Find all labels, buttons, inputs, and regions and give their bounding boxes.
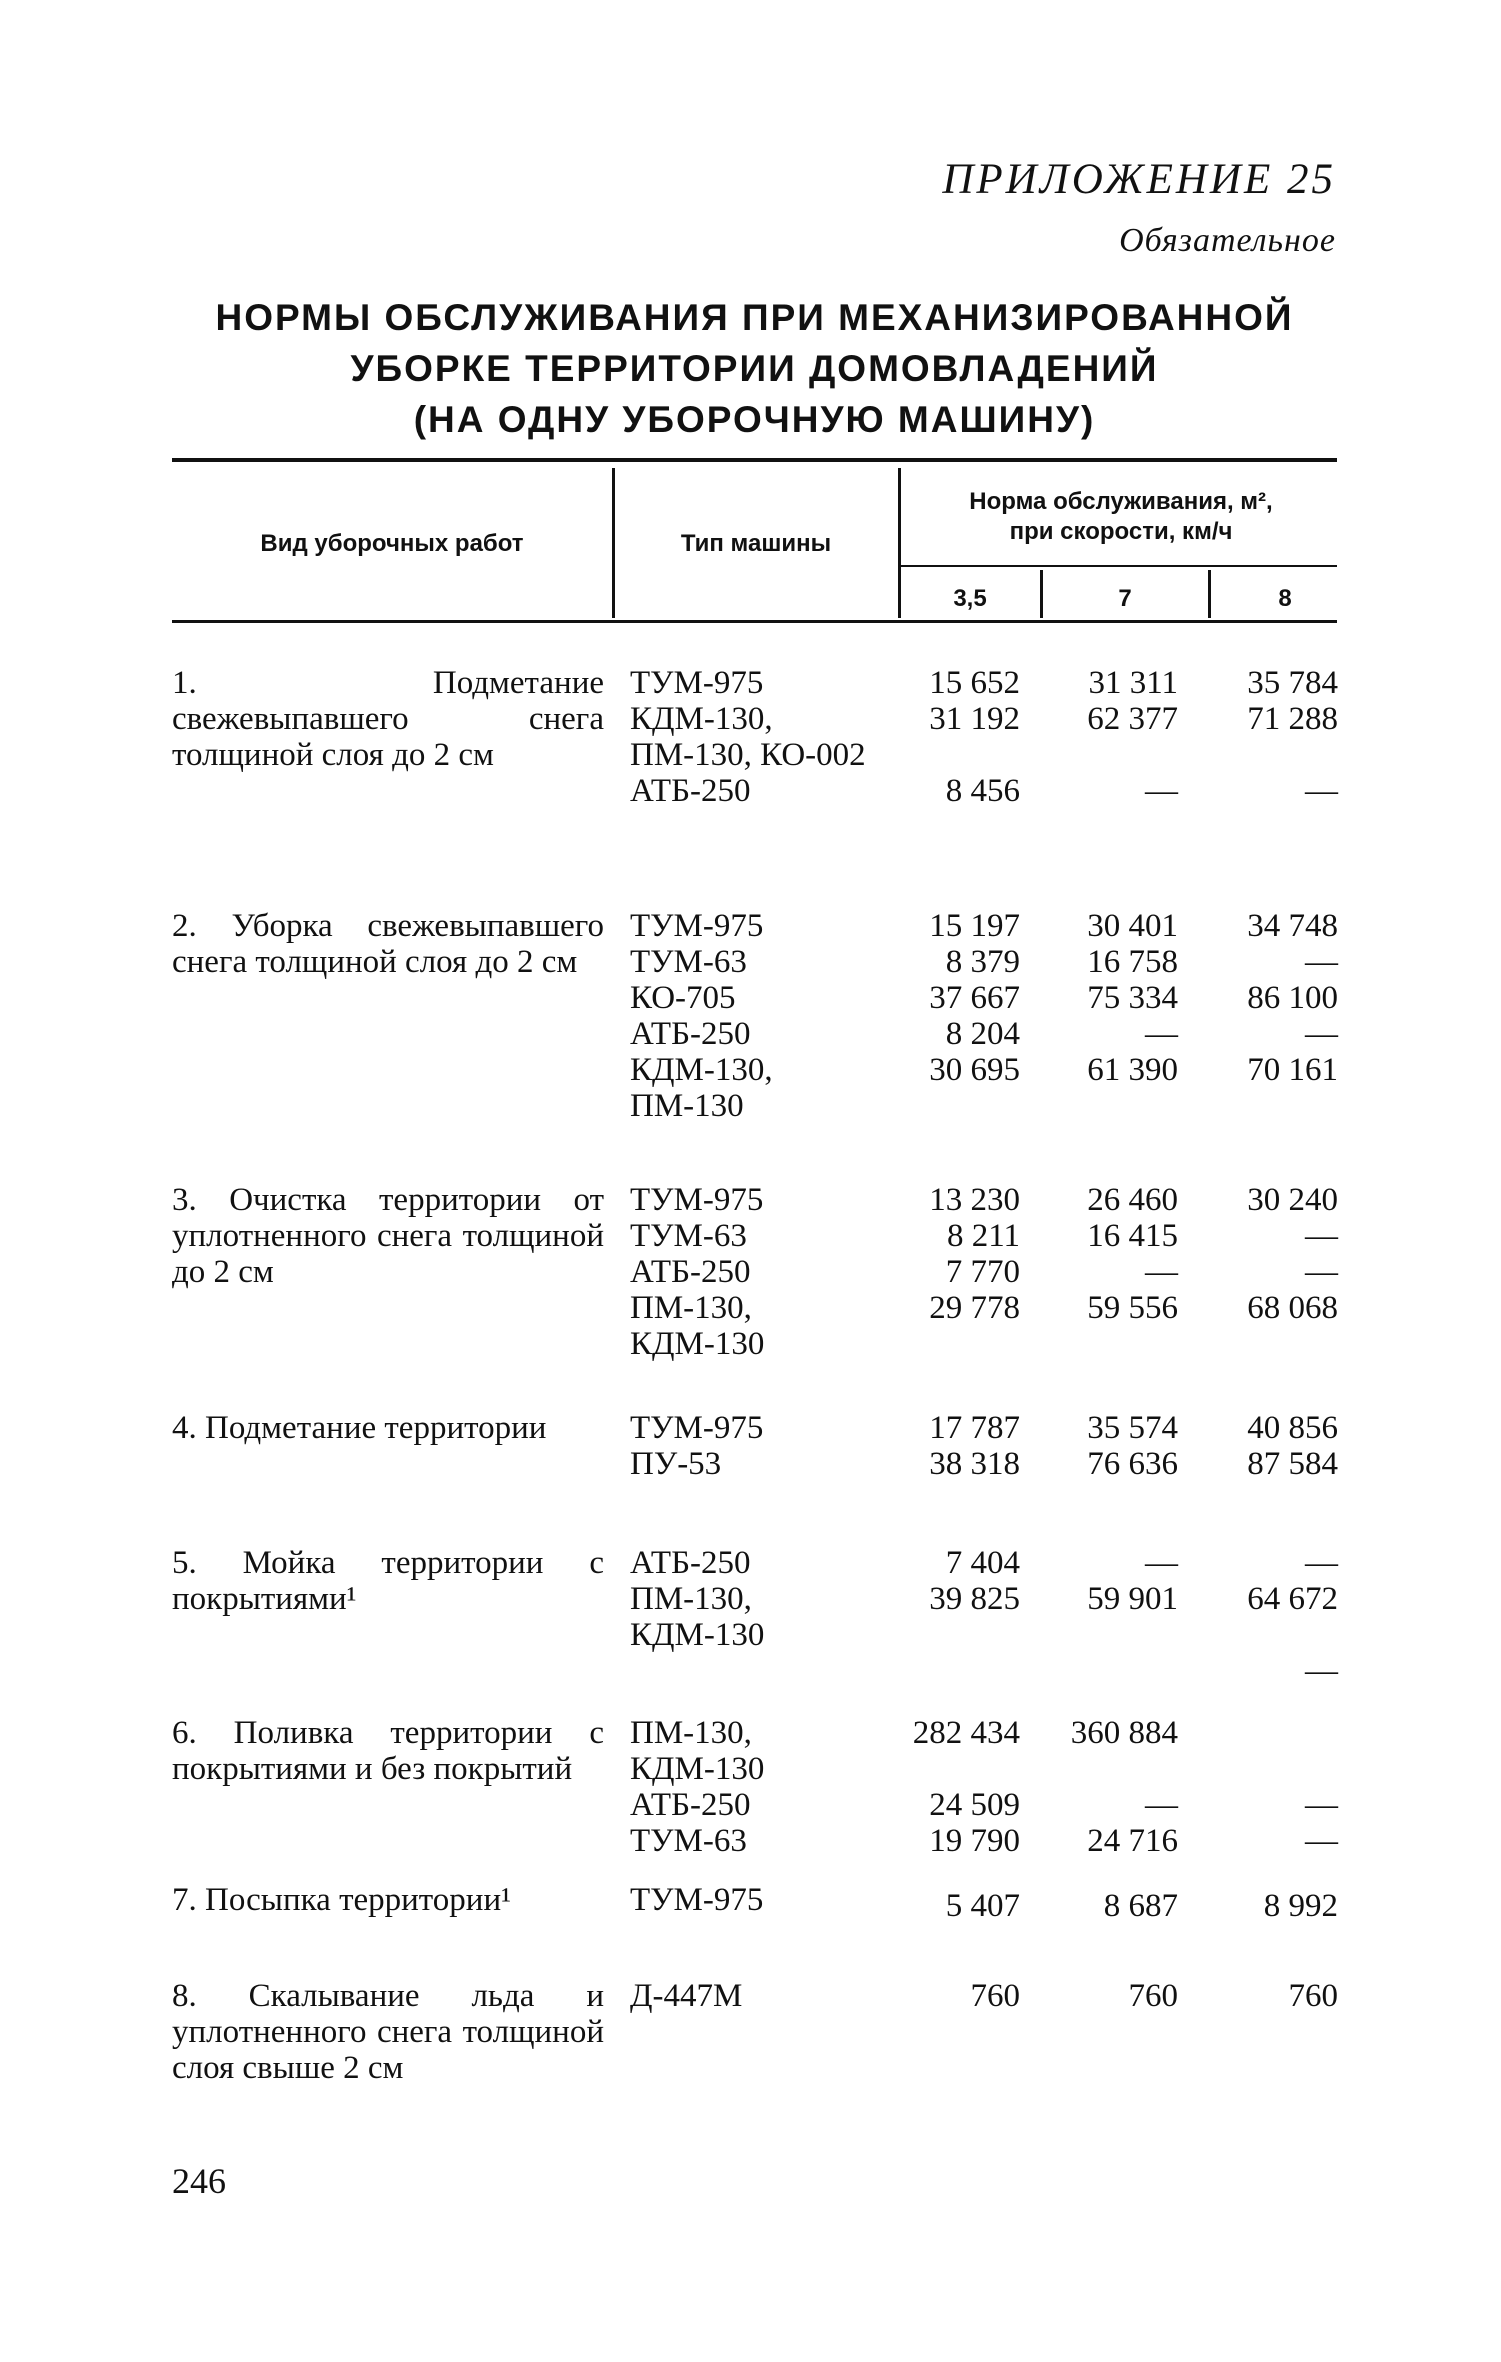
machine-type: КО-705 <box>630 980 736 1016</box>
cell-value <box>1030 1751 1178 1787</box>
cell-value: — <box>1305 1653 1338 1689</box>
col-speed-8 <box>1190 1182 1338 1326</box>
col-speed-7 <box>1030 908 1178 1088</box>
row-description: 5. Мойка территории с покрытиями¹ <box>172 1545 604 1617</box>
cell-value <box>1190 737 1338 773</box>
cell-value: 8 204 <box>945 1016 1020 1052</box>
cell-value <box>1190 1715 1338 1751</box>
cell-value <box>1190 1751 1338 1787</box>
machine-list <box>630 1410 920 1482</box>
machine-type: ПМ-130, КО-002 <box>630 737 866 773</box>
page-title <box>172 292 1337 445</box>
cell-value: 760 <box>970 1978 1020 2014</box>
cell-value: — <box>1305 1016 1338 1052</box>
header-norm-line-2: при скорости, км/ч <box>1009 518 1233 545</box>
cell-value: 64 672 <box>1247 1581 1338 1617</box>
cell-value: 7 770 <box>945 1254 1020 1290</box>
machine-type: ТУМ-63 <box>630 944 747 980</box>
cell-value: 8 456 <box>945 773 1020 809</box>
header-speed-3-5: 3,5 <box>953 585 987 612</box>
cell-value: — <box>1145 773 1178 809</box>
machine-type: АТБ-250 <box>630 1254 751 1290</box>
machine-type: КДМ-130, <box>630 1052 773 1088</box>
cell-value: — <box>1305 1545 1338 1581</box>
col-speed-3-5 <box>880 908 1020 1088</box>
col-speed-8 <box>1190 665 1338 809</box>
cell-value: 13 230 <box>929 1182 1020 1218</box>
cell-value: 5 407 <box>945 1888 1020 1924</box>
cell-value: 8 379 <box>945 944 1020 980</box>
row-description: 6. Поливка территории с покрытиями и без покрытий <box>172 1715 604 1787</box>
machine-type: АТБ-250 <box>630 1545 751 1581</box>
col-speed-7 <box>1030 1978 1178 2014</box>
cell-value: 17 787 <box>929 1410 1020 1446</box>
machine-list <box>630 1545 920 1653</box>
cell-value: 760 <box>1288 1978 1338 2014</box>
machine-type: КДМ-130, <box>630 701 773 737</box>
cell-value: 7 404 <box>945 1545 1020 1581</box>
cell-value: — <box>1305 1787 1338 1823</box>
col-speed-8 <box>1190 1978 1338 2014</box>
cell-value: — <box>1145 1787 1178 1823</box>
cell-value: 39 825 <box>929 1581 1020 1617</box>
machine-type: КДМ-130 <box>630 1617 765 1653</box>
col-speed-3-5 <box>880 1182 1020 1326</box>
machine-list <box>630 1182 920 1362</box>
cell-value: 16 415 <box>1087 1218 1178 1254</box>
col-speed-3-5 <box>880 665 1020 809</box>
cell-value: 24 509 <box>929 1787 1020 1823</box>
cell-value: 760 <box>1128 1978 1178 2014</box>
cell-value: 71 288 <box>1247 701 1338 737</box>
cell-value: 59 901 <box>1087 1581 1178 1617</box>
cell-value: 35 574 <box>1087 1410 1178 1446</box>
machine-type: ТУМ-975 <box>630 1882 764 1918</box>
col-speed-3-5 <box>880 1978 1020 2014</box>
row-description: 1. Подметание свежевыпавшего снега толщиной слоя до 2 см <box>172 665 604 773</box>
cell-value: — <box>1305 1218 1338 1254</box>
cell-value: 19 790 <box>929 1823 1020 1859</box>
row-description: 2. Уборка свежевыпавшего снега толщиной слоя до 2 см <box>172 908 604 980</box>
machine-type: ТУМ-975 <box>630 665 764 701</box>
cell-value: 30 695 <box>929 1052 1020 1088</box>
col-speed-7 <box>1030 1715 1178 1859</box>
page-number: 246 <box>172 2161 226 2201</box>
cell-value: 61 390 <box>1087 1052 1178 1088</box>
header-norm <box>905 487 1337 547</box>
machine-type: ПМ-130, <box>630 1290 752 1326</box>
cell-value <box>880 737 1020 773</box>
cell-value: — <box>1145 1545 1178 1581</box>
machine-type: ТУМ-975 <box>630 1182 764 1218</box>
cell-value: — <box>1305 1823 1338 1859</box>
cell-value: 34 748 <box>1247 908 1338 944</box>
cell-value: 30 240 <box>1247 1182 1338 1218</box>
machine-type: КДМ-130 <box>630 1326 765 1362</box>
machine-list <box>630 665 920 809</box>
cell-value: — <box>1145 1016 1178 1052</box>
machine-list <box>630 1978 920 2014</box>
cell-value: 86 100 <box>1247 980 1338 1016</box>
cell-value: 87 584 <box>1247 1446 1338 1482</box>
col-speed-7 <box>1030 1182 1178 1326</box>
row-description: 4. Подметание территории <box>172 1410 547 1446</box>
cell-value: — <box>1145 1254 1178 1290</box>
cell-value <box>1190 1617 1338 1653</box>
cell-value: 68 068 <box>1247 1290 1338 1326</box>
machine-type: КДМ-130 <box>630 1751 765 1787</box>
row-description: 8. Скалывание льда и уплотненного снега толщиной слоя свыше 2 см <box>172 1978 604 2086</box>
title-line-2: УБОРКЕ ТЕРРИТОРИИ ДОМОВЛАДЕНИЙ <box>350 348 1159 389</box>
cell-value: 8 687 <box>1103 1888 1178 1924</box>
machine-type: ТУМ-63 <box>630 1218 747 1254</box>
col-speed-3-5 <box>880 1545 1020 1617</box>
cell-value: — <box>1305 1254 1338 1290</box>
cell-value: 40 856 <box>1247 1410 1338 1446</box>
machine-type: ПМ-130 <box>630 1088 744 1124</box>
cell-value: 8 211 <box>946 1218 1020 1254</box>
cell-value: 26 460 <box>1087 1182 1178 1218</box>
col-speed-3-5 <box>880 1410 1020 1482</box>
row-description: 3. Очистка территории от уплотненного снега толщиной до 2 см <box>172 1182 604 1290</box>
machine-list <box>630 1882 920 1918</box>
header-norm-line-1: Норма обслуживания, м², <box>969 488 1273 515</box>
col-speed-8 <box>1190 1410 1338 1482</box>
machine-list <box>630 1715 920 1859</box>
cell-value <box>880 1751 1020 1787</box>
cell-value: 37 667 <box>929 980 1020 1016</box>
machine-type: ПМ-130, <box>630 1715 752 1751</box>
title-line-3: (НА ОДНУ УБОРОЧНУЮ МАШИНУ) <box>413 399 1096 440</box>
cell-value: 30 401 <box>1087 908 1178 944</box>
row-description: 7. Посыпка территории¹ <box>172 1882 511 1918</box>
cell-value: 15 197 <box>929 908 1020 944</box>
machine-type: АТБ-250 <box>630 1016 751 1052</box>
machine-type: Д-447М <box>630 1978 743 2014</box>
cell-value: 24 716 <box>1087 1823 1178 1859</box>
machine-type: ПМ-130, <box>630 1581 752 1617</box>
header-machine-type: Тип машины <box>680 530 832 557</box>
header-speed-8: 8 <box>1278 585 1292 612</box>
cell-value: — <box>1305 773 1338 809</box>
cell-value: 31 311 <box>1088 665 1178 701</box>
col-speed-8 <box>1190 1545 1338 1689</box>
cell-value: 31 192 <box>929 701 1020 737</box>
table-header-bottom-rule <box>172 620 1337 623</box>
machine-type: ТУМ-975 <box>630 1410 764 1446</box>
machine-type: ТУМ-63 <box>630 1823 747 1859</box>
speed-divider-2 <box>1208 570 1211 618</box>
speed-header-rule <box>898 565 1337 567</box>
cell-value: 8 992 <box>1263 1888 1338 1924</box>
col-speed-8 <box>1190 1888 1338 1924</box>
speed-divider-1 <box>1040 570 1043 618</box>
machine-type: АТБ-250 <box>630 1787 751 1823</box>
col-speed-7 <box>1030 665 1178 809</box>
cell-value: 360 884 <box>1070 1715 1178 1751</box>
col-speed-3-5 <box>880 1888 1020 1924</box>
header-work-type: Вид уборочных работ <box>260 530 524 557</box>
cell-value: 62 377 <box>1087 701 1178 737</box>
cell-value: 282 434 <box>912 1715 1020 1751</box>
cell-value: 35 784 <box>1247 665 1338 701</box>
col-speed-8 <box>1190 1715 1338 1859</box>
appendix-label: ПРИЛОЖЕНИЕ 25 <box>942 156 1336 203</box>
cell-value: 38 318 <box>929 1446 1020 1482</box>
machine-list <box>630 908 920 1124</box>
col-speed-7 <box>1030 1545 1178 1617</box>
table-top-rule <box>172 458 1337 462</box>
header-speed-7: 7 <box>1118 585 1132 612</box>
cell-value: 15 652 <box>929 665 1020 701</box>
cell-value: 59 556 <box>1087 1290 1178 1326</box>
mandatory-label: Обязательное <box>1119 222 1336 259</box>
machine-type: ТУМ-975 <box>630 908 764 944</box>
col-speed-7 <box>1030 1888 1178 1924</box>
cell-value: 16 758 <box>1087 944 1178 980</box>
cell-value: 70 161 <box>1247 1052 1338 1088</box>
cell-value: — <box>1305 944 1338 980</box>
col-speed-7 <box>1030 1410 1178 1482</box>
col-speed-8 <box>1190 908 1338 1088</box>
cell-value: 29 778 <box>929 1290 1020 1326</box>
cell-value: 76 636 <box>1087 1446 1178 1482</box>
cell-value <box>1030 737 1178 773</box>
cell-value: 75 334 <box>1087 980 1178 1016</box>
machine-type: ПУ-53 <box>630 1446 722 1482</box>
machine-type: АТБ-250 <box>630 773 751 809</box>
title-line-1: НОРМЫ ОБСЛУЖИВАНИЯ ПРИ МЕХАНИЗИРОВАННОЙ <box>215 297 1294 338</box>
col-speed-3-5 <box>880 1715 1020 1859</box>
